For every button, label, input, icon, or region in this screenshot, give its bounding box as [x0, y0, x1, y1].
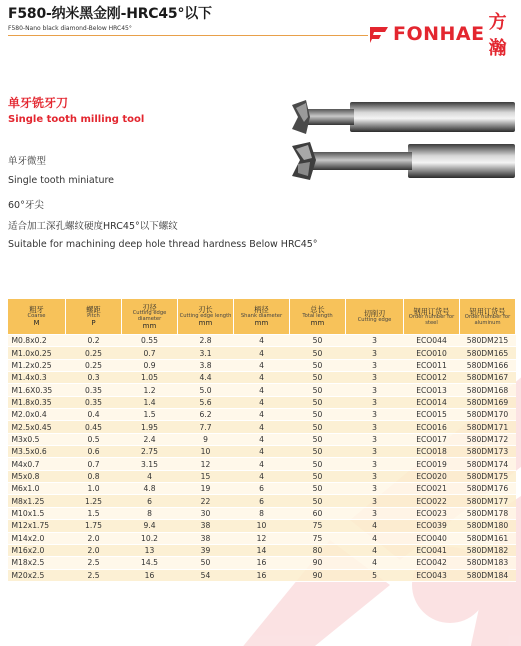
cell-coarse: M3.5x0.6: [8, 446, 66, 458]
cell-edge-diameter: 6: [122, 495, 178, 507]
cell-edge-length: 7.7: [178, 421, 234, 433]
cell-edge-diameter: 1.95: [122, 421, 178, 433]
cell-edge-length: 54: [178, 569, 234, 581]
cell-order-steel: ECO043: [404, 569, 460, 581]
cell-order-steel: ECO023: [404, 507, 460, 519]
cell-total-length: 50: [290, 433, 346, 445]
cell-edge-length: 38: [178, 520, 234, 532]
page-subtitle: F580-Nano black diamond-Below HRC45°: [8, 25, 132, 32]
cell-order-aluminum: 580DM169: [460, 396, 516, 408]
cell-coarse: M1.4x0.3: [8, 372, 66, 384]
cell-order-steel: ECO015: [404, 409, 460, 421]
cell-order-steel: ECO021: [404, 483, 460, 495]
cell-order-steel: ECO010: [404, 347, 460, 359]
cell-pitch: 0.6: [66, 446, 122, 458]
cell-edge-diameter: 4: [122, 470, 178, 482]
title-divider: [8, 35, 368, 36]
cell-coarse: M2.0x0.4: [8, 409, 66, 421]
cell-cutting-edge: 3: [346, 359, 404, 371]
table-row: [8, 384, 516, 396]
cell-pitch: 1.5: [66, 507, 122, 519]
cell-edge-diameter: 0.7: [122, 347, 178, 359]
cell-order-steel: ECO039: [404, 520, 460, 532]
cell-cutting-edge: 3: [346, 396, 404, 408]
table-row: [8, 396, 516, 408]
cell-pitch: 0.8: [66, 470, 122, 482]
cell-edge-length: 30: [178, 507, 234, 519]
col-header-pitch: 螺距 Pitch P: [66, 299, 122, 335]
cell-shank-diameter: 4: [234, 347, 290, 359]
cell-cutting-edge: 3: [346, 372, 404, 384]
section-title-cn: 单牙铣牙刀: [8, 96, 69, 110]
table-row: [8, 335, 516, 347]
cell-total-length: 50: [290, 372, 346, 384]
cell-pitch: 0.25: [66, 359, 122, 371]
cell-cutting-edge: 4: [346, 532, 404, 544]
col-header-order-aluminum: 铝用订货号 Order number for aluminum: [460, 299, 516, 335]
cell-edge-diameter: 1.5: [122, 409, 178, 421]
cell-pitch: 0.25: [66, 347, 122, 359]
cell-edge-length: 2.8: [178, 335, 234, 347]
cell-pitch: 2.5: [66, 557, 122, 569]
brand-name: FONHAE: [393, 23, 485, 45]
cell-edge-diameter: 14.5: [122, 557, 178, 569]
cell-cutting-edge: 3: [346, 433, 404, 445]
cell-order-aluminum: 580DM174: [460, 458, 516, 470]
cell-shank-diameter: 4: [234, 446, 290, 458]
cell-coarse: M1.0x0.25: [8, 347, 66, 359]
cell-cutting-edge: 3: [346, 470, 404, 482]
cell-edge-length: 6.2: [178, 409, 234, 421]
cell-total-length: 50: [290, 396, 346, 408]
table-row: [8, 495, 516, 507]
cell-cutting-edge: 3: [346, 335, 404, 347]
cell-edge-diameter: 1.2: [122, 384, 178, 396]
cell-order-aluminum: 580DM171: [460, 421, 516, 433]
cell-cutting-edge: 3: [346, 446, 404, 458]
col-header-coarse: 粗牙 Coarse M: [8, 299, 66, 335]
cell-total-length: 90: [290, 569, 346, 581]
cell-coarse: M20x2.5: [8, 569, 66, 581]
cell-coarse: M1.6X0.35: [8, 384, 66, 396]
cell-total-length: 50: [290, 458, 346, 470]
cell-cutting-edge: 5: [346, 569, 404, 581]
cell-order-aluminum: 580DM177: [460, 495, 516, 507]
cell-order-steel: ECO011: [404, 359, 460, 371]
col-header-edge-diameter: 刃径 Cutting edge diameter mm: [122, 299, 178, 335]
cell-edge-diameter: 1.05: [122, 372, 178, 384]
feature-line: 适合加工深孔螺纹硬度HRC45°以下螺纹: [8, 221, 178, 232]
table-row: [8, 520, 516, 532]
cell-shank-diameter: 4: [234, 359, 290, 371]
cell-pitch: 1.0: [66, 483, 122, 495]
cell-order-aluminum: 580DM167: [460, 372, 516, 384]
cell-pitch: 0.35: [66, 384, 122, 396]
cell-order-aluminum: 580DM184: [460, 569, 516, 581]
cell-order-aluminum: 580DM166: [460, 359, 516, 371]
cell-edge-length: 3.1: [178, 347, 234, 359]
cell-order-aluminum: 580DM165: [460, 347, 516, 359]
cell-pitch: 1.25: [66, 495, 122, 507]
col-header-total-length: 总长 Total length mm: [290, 299, 346, 335]
cell-shank-diameter: 4: [234, 433, 290, 445]
cell-edge-length: 38: [178, 532, 234, 544]
cell-total-length: 60: [290, 507, 346, 519]
table-row: [8, 446, 516, 458]
cell-pitch: 1.75: [66, 520, 122, 532]
cell-cutting-edge: 4: [346, 557, 404, 569]
cell-shank-diameter: 16: [234, 569, 290, 581]
tool-image: [290, 94, 515, 194]
brand-name-cn: 方瀚: [488, 12, 507, 59]
cell-edge-diameter: 2.75: [122, 446, 178, 458]
cell-order-steel: ECO013: [404, 384, 460, 396]
feature-line: Suitable for machining deep hole thread hardness Below HRC45°: [8, 239, 318, 250]
cell-order-aluminum: 580DM161: [460, 532, 516, 544]
cell-order-aluminum: 580DM178: [460, 507, 516, 519]
cell-cutting-edge: 3: [346, 495, 404, 507]
cell-coarse: M6x1.0: [8, 483, 66, 495]
cell-total-length: 50: [290, 347, 346, 359]
table-row: [8, 569, 516, 581]
table-row: [8, 359, 516, 371]
table-row: [8, 372, 516, 384]
cell-order-steel: ECO022: [404, 495, 460, 507]
cell-order-aluminum: 580DM173: [460, 446, 516, 458]
cell-shank-diameter: 4: [234, 396, 290, 408]
cell-order-aluminum: 580DM175: [460, 470, 516, 482]
cell-shank-diameter: 4: [234, 458, 290, 470]
section-title-en: Single tooth milling tool: [8, 114, 145, 125]
cell-total-length: 50: [290, 384, 346, 396]
cell-coarse: M2.5x0.45: [8, 421, 66, 433]
cell-order-steel: ECO044: [404, 335, 460, 347]
table-row: [8, 347, 516, 359]
table-row: [8, 470, 516, 482]
cell-order-steel: ECO014: [404, 396, 460, 408]
page-title: F580-纳米黑金刚-HRC45°以下: [8, 6, 212, 22]
cell-pitch: 2.0: [66, 544, 122, 556]
feature-line: 60°牙尖: [8, 200, 44, 211]
cell-order-steel: ECO040: [404, 532, 460, 544]
cell-order-aluminum: 580DM180: [460, 520, 516, 532]
cell-shank-diameter: 6: [234, 495, 290, 507]
table-row: [8, 557, 516, 569]
col-header-cutting-edge: 切削刃 Cutting edge: [346, 299, 404, 335]
cell-cutting-edge: 3: [346, 483, 404, 495]
cell-pitch: 2.0: [66, 532, 122, 544]
cell-order-aluminum: 580DM172: [460, 433, 516, 445]
cell-pitch: 0.45: [66, 421, 122, 433]
cell-shank-diameter: 4: [234, 421, 290, 433]
brand-mark-icon: [368, 23, 390, 45]
cell-order-aluminum: 580DM215: [460, 335, 516, 347]
cell-pitch: 0.2: [66, 335, 122, 347]
cell-cutting-edge: 3: [346, 458, 404, 470]
cell-edge-diameter: 1.4: [122, 396, 178, 408]
cell-total-length: 50: [290, 421, 346, 433]
cell-shank-diameter: 4: [234, 335, 290, 347]
cell-coarse: M3x0.5: [8, 433, 66, 445]
cell-total-length: 75: [290, 532, 346, 544]
brand-logo: [368, 12, 521, 59]
cell-cutting-edge: 3: [346, 347, 404, 359]
cell-pitch: 0.4: [66, 409, 122, 421]
cell-edge-diameter: 9.4: [122, 520, 178, 532]
table-row: [8, 507, 516, 519]
cell-edge-diameter: 13: [122, 544, 178, 556]
cell-edge-diameter: 3.15: [122, 458, 178, 470]
feature-line: 单牙微型: [8, 156, 47, 167]
cell-shank-diameter: 14: [234, 544, 290, 556]
cell-coarse: M0.8x0.2: [8, 335, 66, 347]
cell-shank-diameter: 12: [234, 532, 290, 544]
col-header-edge-length: 刃长 Cutting edge length mm: [178, 299, 234, 335]
cell-order-steel: ECO042: [404, 557, 460, 569]
spec-table: [7, 298, 516, 582]
cell-total-length: 50: [290, 483, 346, 495]
cell-total-length: 80: [290, 544, 346, 556]
cell-total-length: 50: [290, 335, 346, 347]
cell-edge-length: 12: [178, 458, 234, 470]
cell-edge-diameter: 0.9: [122, 359, 178, 371]
cell-total-length: 75: [290, 520, 346, 532]
cell-edge-length: 5.6: [178, 396, 234, 408]
cell-cutting-edge: 3: [346, 384, 404, 396]
cell-total-length: 50: [290, 495, 346, 507]
cell-total-length: 50: [290, 446, 346, 458]
cell-edge-length: 4.4: [178, 372, 234, 384]
cell-pitch: 0.35: [66, 396, 122, 408]
cell-order-aluminum: 580DM170: [460, 409, 516, 421]
cell-coarse: M8x1.25: [8, 495, 66, 507]
cell-coarse: M16x2.0: [8, 544, 66, 556]
cell-shank-diameter: 4: [234, 372, 290, 384]
cell-order-aluminum: 580DM183: [460, 557, 516, 569]
cell-coarse: M4x0.7: [8, 458, 66, 470]
cell-shank-diameter: 10: [234, 520, 290, 532]
cell-shank-diameter: 4: [234, 409, 290, 421]
cell-cutting-edge: 3: [346, 409, 404, 421]
cell-shank-diameter: 6: [234, 483, 290, 495]
cell-shank-diameter: 4: [234, 384, 290, 396]
cell-cutting-edge: 3: [346, 507, 404, 519]
col-header-shank-diameter: 柄径 Shank diameter mm: [234, 299, 290, 335]
col-header-order-steel: 钢用订货号 Order number for steel: [404, 299, 460, 335]
cell-edge-length: 50: [178, 557, 234, 569]
cell-cutting-edge: 3: [346, 421, 404, 433]
cell-coarse: M18x2.5: [8, 557, 66, 569]
cell-total-length: 50: [290, 409, 346, 421]
cell-edge-diameter: 0.55: [122, 335, 178, 347]
table-header-row: [8, 299, 516, 335]
cell-cutting-edge: 4: [346, 520, 404, 532]
cell-shank-diameter: 8: [234, 507, 290, 519]
cell-cutting-edge: 4: [346, 544, 404, 556]
cell-pitch: 0.5: [66, 433, 122, 445]
cell-shank-diameter: 16: [234, 557, 290, 569]
cell-coarse: M14x2.0: [8, 532, 66, 544]
table-row: [8, 544, 516, 556]
cell-edge-diameter: 10.2: [122, 532, 178, 544]
cell-coarse: M5x0.8: [8, 470, 66, 482]
cell-edge-length: 5.0: [178, 384, 234, 396]
cell-order-steel: ECO016: [404, 421, 460, 433]
cell-order-steel: ECO018: [404, 446, 460, 458]
table-row: [8, 433, 516, 445]
cell-order-aluminum: 580DM176: [460, 483, 516, 495]
cell-order-steel: ECO041: [404, 544, 460, 556]
cell-total-length: 50: [290, 470, 346, 482]
cell-edge-length: 3.8: [178, 359, 234, 371]
cell-order-steel: ECO020: [404, 470, 460, 482]
cell-pitch: 0.7: [66, 458, 122, 470]
cell-edge-length: 22: [178, 495, 234, 507]
table-row: [8, 421, 516, 433]
cell-coarse: M10x1.5: [8, 507, 66, 519]
cell-total-length: 90: [290, 557, 346, 569]
cell-edge-length: 10: [178, 446, 234, 458]
cell-order-aluminum: 580DM182: [460, 544, 516, 556]
cell-coarse: M12x1.75: [8, 520, 66, 532]
cell-edge-length: 15: [178, 470, 234, 482]
cell-order-steel: ECO017: [404, 433, 460, 445]
cell-edge-length: 39: [178, 544, 234, 556]
cell-edge-length: 19: [178, 483, 234, 495]
cell-pitch: 2.5: [66, 569, 122, 581]
table-row: [8, 409, 516, 421]
cell-order-steel: ECO019: [404, 458, 460, 470]
cell-order-aluminum: 580DM168: [460, 384, 516, 396]
cell-pitch: 0.3: [66, 372, 122, 384]
cell-edge-diameter: 16: [122, 569, 178, 581]
table-row: [8, 458, 516, 470]
cell-coarse: M1.8x0.35: [8, 396, 66, 408]
cell-shank-diameter: 4: [234, 470, 290, 482]
feature-line: Single tooth miniature: [8, 175, 115, 186]
cell-edge-diameter: 4.8: [122, 483, 178, 495]
cell-edge-length: 9: [178, 433, 234, 445]
table-row: [8, 483, 516, 495]
cell-order-steel: ECO012: [404, 372, 460, 384]
cell-total-length: 50: [290, 359, 346, 371]
cell-coarse: M1.2x0.25: [8, 359, 66, 371]
cell-edge-diameter: 8: [122, 507, 178, 519]
cell-edge-diameter: 2.4: [122, 433, 178, 445]
table-row: [8, 532, 516, 544]
